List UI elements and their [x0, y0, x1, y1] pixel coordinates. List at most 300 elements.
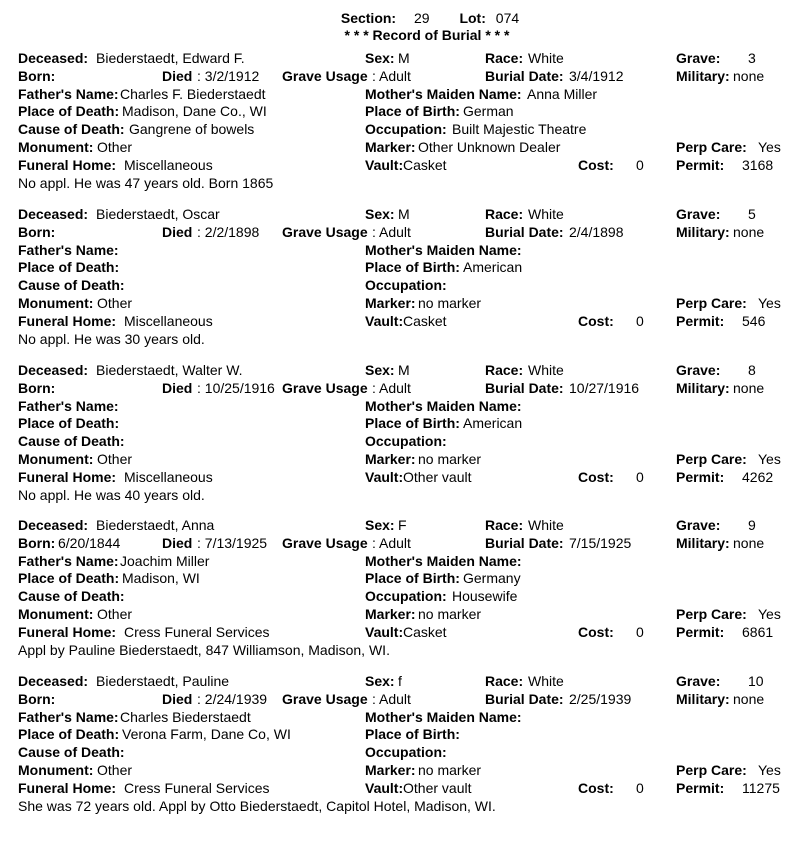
- field-value: Cress Funeral Services: [124, 779, 270, 796]
- field-military: [676, 67, 765, 84]
- field-label: Grave Usage: [282, 379, 368, 396]
- field-place-of-death: [18, 259, 119, 275]
- field-value: Built Majestic Theatre: [452, 121, 587, 138]
- field-label: Place of Birth:: [365, 259, 460, 276]
- field-value: American: [463, 415, 523, 432]
- field-place-of-death: [18, 103, 267, 120]
- record-note: No appl. He was 47 years old. Born 1865: [18, 174, 274, 191]
- field-father: [18, 85, 266, 102]
- field-value: f: [398, 673, 402, 689]
- field-value: 3/4/1912: [569, 67, 624, 84]
- field-race: [485, 673, 564, 689]
- field-value: none: [733, 534, 765, 551]
- field-label: Place of Birth:: [365, 415, 460, 432]
- field-label: Marker:: [365, 606, 416, 622]
- field-value: Joachim Miller: [120, 552, 210, 569]
- field-value: 2/4/1898: [569, 223, 624, 240]
- field-value: White: [528, 362, 564, 378]
- field-label: Father's Name:: [18, 708, 119, 725]
- field-value: Biederstaedt, Edward F.: [96, 50, 245, 66]
- field-value: M: [398, 50, 410, 66]
- field-label: Cause of Death:: [18, 588, 125, 605]
- field-value: : 7/13/1925: [197, 534, 268, 551]
- field-label: Funeral Home:: [18, 468, 117, 485]
- field-marker: [365, 295, 482, 311]
- field-monument: [18, 762, 133, 778]
- field-place-of-birth: [365, 726, 460, 742]
- field-value: Yes: [758, 139, 781, 155]
- field-label: Race:: [485, 206, 524, 222]
- field-sex: [365, 517, 407, 533]
- field-value: no marker: [418, 295, 482, 311]
- field-label: Race:: [485, 673, 524, 689]
- field-label: Grave:: [676, 206, 721, 222]
- field-mother: [365, 85, 598, 102]
- field-grave: [676, 206, 756, 222]
- field-permit: [676, 779, 780, 796]
- field-label: Military:: [676, 223, 730, 240]
- field-label: Father's Name:: [18, 85, 119, 102]
- field-label: Perp Care:: [676, 139, 747, 155]
- field-burial-date: [485, 67, 624, 84]
- field-place-of-death: [18, 570, 200, 587]
- field-label: Occupation:: [365, 588, 447, 605]
- field-died: [162, 223, 260, 240]
- section-value: 29: [413, 10, 430, 26]
- field-cost: [578, 468, 644, 485]
- field-label: Permit:: [676, 156, 725, 173]
- field-label: Born:: [18, 379, 56, 396]
- field-value: German: [463, 103, 514, 120]
- field-value: Other: [97, 606, 133, 622]
- field-place-of-birth: [365, 259, 523, 276]
- field-label: Mother's Maiden Name:: [365, 708, 522, 725]
- field-burial-date: [485, 690, 632, 707]
- field-grave-usage: [282, 379, 411, 396]
- field-value: Casket: [403, 623, 447, 640]
- section-label: Section:: [340, 10, 397, 26]
- field-value: none: [733, 223, 765, 240]
- field-marker: [365, 606, 482, 622]
- field-died: [162, 534, 268, 551]
- field-label: Marker:: [365, 451, 416, 467]
- record-header-section-lot: [0, 10, 800, 26]
- burial-record: [0, 50, 800, 220]
- field-value: F: [398, 517, 407, 533]
- lot-value: 074: [495, 10, 520, 26]
- field-value: Cress Funeral Services: [124, 623, 270, 640]
- field-label: Perp Care:: [676, 295, 747, 311]
- field-label: Father's Name:: [18, 552, 119, 569]
- field-born: [18, 380, 55, 396]
- field-value: Casket: [403, 312, 447, 329]
- field-cause-of-death: [18, 121, 255, 138]
- field-label: Sex:: [365, 673, 395, 689]
- field-label: Cost:: [578, 312, 614, 329]
- field-label: Burial Date:: [485, 223, 564, 240]
- field-occupation: [365, 433, 447, 449]
- field-label: Occupation:: [365, 433, 447, 450]
- field-label: Grave Usage: [282, 690, 368, 707]
- field-label: Perp Care:: [676, 451, 747, 467]
- field-value: Madison, WI: [122, 570, 200, 587]
- field-label: Cost:: [578, 623, 614, 640]
- field-permit: [676, 468, 774, 485]
- field-value: Miscellaneous: [124, 156, 213, 173]
- field-label: Occupation:: [365, 277, 447, 294]
- field-value: Other vault: [403, 779, 472, 796]
- field-label: Grave:: [676, 673, 721, 689]
- field-label: Permit:: [676, 779, 725, 796]
- field-label: Cost:: [578, 468, 614, 485]
- field-deceased: [18, 517, 215, 533]
- field-label: Sex:: [365, 50, 395, 66]
- field-label: Monument:: [18, 139, 94, 155]
- field-label: Monument:: [18, 295, 94, 311]
- field-perp-care: [676, 139, 781, 155]
- field-deceased: [18, 50, 245, 66]
- field-race: [485, 50, 564, 66]
- field-label: Vault:: [365, 623, 404, 640]
- field-value: none: [733, 67, 765, 84]
- field-value: Yes: [758, 606, 781, 622]
- field-monument: [18, 451, 133, 467]
- field-value: 0: [636, 623, 644, 640]
- field-funeral-home: [18, 312, 213, 329]
- field-value: none: [733, 690, 765, 707]
- field-label: Born:: [18, 534, 56, 551]
- field-sex: [365, 673, 402, 689]
- field-father: [18, 398, 119, 414]
- field-label: Funeral Home:: [18, 623, 117, 640]
- field-value: Biederstaedt, Pauline: [96, 673, 230, 689]
- field-born: [18, 534, 121, 551]
- field-label: Race:: [485, 50, 524, 66]
- field-label: Permit:: [676, 468, 725, 485]
- field-value: 8: [748, 362, 756, 378]
- burial-record: [0, 517, 800, 687]
- field-label: Place of Birth:: [365, 726, 460, 743]
- field-perp-care: [676, 451, 781, 467]
- field-label: Occupation:: [365, 121, 447, 138]
- field-label: Marker:: [365, 762, 416, 778]
- field-label: Grave:: [676, 50, 721, 66]
- field-label: Cause of Death:: [18, 121, 125, 138]
- field-value: Yes: [758, 295, 781, 311]
- field-label: Perp Care:: [676, 762, 747, 778]
- field-value: 9: [748, 517, 756, 533]
- field-label: Marker:: [365, 295, 416, 311]
- field-label: Grave Usage: [282, 534, 368, 551]
- field-died: [162, 379, 275, 396]
- field-label: Vault:: [365, 312, 404, 329]
- field-vault: [365, 468, 472, 485]
- field-label: Father's Name:: [18, 241, 119, 258]
- field-perp-care: [676, 295, 781, 311]
- field-value: no marker: [418, 451, 482, 467]
- field-value: Yes: [758, 762, 781, 778]
- field-label: Burial Date:: [485, 534, 564, 551]
- field-label: Died: [162, 379, 193, 396]
- field-occupation: [365, 277, 447, 293]
- field-value: : 10/25/1916: [197, 379, 275, 396]
- field-value: 7/15/1925: [569, 534, 632, 551]
- record-of-burial-title: * * * Record of Burial * * *: [344, 27, 510, 43]
- field-race: [485, 362, 564, 378]
- field-value: 6/20/1844: [58, 534, 121, 551]
- field-label: Race:: [485, 362, 524, 378]
- lot-label: Lot:: [459, 10, 486, 26]
- field-label: Military:: [676, 534, 730, 551]
- field-label: Monument:: [18, 451, 94, 467]
- burial-record: [0, 673, 800, 843]
- field-value: 6861: [742, 623, 774, 640]
- field-value: Other: [97, 139, 133, 155]
- field-value: American: [463, 259, 523, 276]
- field-military: [676, 223, 765, 240]
- field-value: 0: [636, 312, 644, 329]
- field-value: Other vault: [403, 468, 472, 485]
- field-label: Monument:: [18, 762, 94, 778]
- field-value: White: [528, 206, 564, 222]
- field-label: Permit:: [676, 312, 725, 329]
- field-marker: [365, 451, 482, 467]
- burial-record: [0, 206, 800, 376]
- field-sex: [365, 50, 410, 66]
- field-label: Place of Death:: [18, 570, 120, 587]
- field-label: Sex:: [365, 517, 395, 533]
- field-value: Miscellaneous: [124, 312, 213, 329]
- field-occupation: [365, 588, 518, 605]
- field-value: 0: [636, 779, 644, 796]
- field-label: Place of Death:: [18, 259, 120, 276]
- field-value: 10/27/1916: [569, 379, 640, 396]
- field-deceased: [18, 206, 220, 222]
- field-label: Died: [162, 67, 193, 84]
- field-born: [18, 68, 55, 84]
- field-label: Place of Death:: [18, 415, 120, 432]
- field-place-of-death: [18, 726, 291, 743]
- field-value: 4262: [742, 468, 774, 485]
- field-label: Place of Death:: [18, 103, 120, 120]
- field-value: : Adult: [372, 223, 411, 240]
- field-burial-date: [485, 379, 640, 396]
- field-label: Mother's Maiden Name:: [365, 241, 522, 258]
- field-value: 10: [748, 673, 764, 689]
- field-cost: [578, 623, 644, 640]
- field-sex: [365, 206, 410, 222]
- field-label: Born:: [18, 690, 56, 707]
- field-label: Deceased:: [18, 362, 89, 378]
- field-value: Other: [97, 451, 133, 467]
- field-vault: [365, 156, 447, 173]
- field-label: Sex:: [365, 206, 395, 222]
- field-sex: [365, 362, 410, 378]
- field-cause-of-death: [18, 588, 125, 604]
- field-value: Anna Miller: [527, 85, 598, 102]
- field-label: Mother's Maiden Name:: [365, 552, 522, 569]
- field-cause-of-death: [18, 433, 125, 449]
- field-label: Died: [162, 690, 193, 707]
- field-value: Other Unknown Dealer: [418, 139, 561, 155]
- field-value: : Adult: [372, 67, 411, 84]
- field-place-of-birth: [365, 570, 521, 587]
- field-born: [18, 691, 55, 707]
- field-label: Mother's Maiden Name:: [365, 85, 522, 102]
- field-label: Place of Birth:: [365, 570, 460, 587]
- field-label: Military:: [676, 379, 730, 396]
- field-value: 2/25/1939: [569, 690, 632, 707]
- field-label: Burial Date:: [485, 690, 564, 707]
- field-value: 5: [748, 206, 756, 222]
- field-label: Cause of Death:: [18, 744, 125, 761]
- field-permit: [676, 312, 766, 329]
- field-value: Charles F. Biederstaedt: [120, 85, 266, 102]
- field-label: Permit:: [676, 623, 725, 640]
- field-marker: [365, 139, 561, 155]
- field-race: [485, 517, 564, 533]
- field-label: Deceased:: [18, 50, 89, 66]
- field-father: [18, 552, 210, 569]
- field-grave-usage: [282, 67, 411, 84]
- field-monument: [18, 606, 133, 622]
- field-military: [676, 690, 765, 707]
- field-value: 0: [636, 156, 644, 173]
- field-value: 0: [636, 468, 644, 485]
- field-mother: [365, 553, 522, 569]
- field-value: Madison, Dane Co., WI: [122, 103, 267, 120]
- field-monument: [18, 139, 133, 155]
- field-grave: [676, 517, 756, 533]
- field-value: Biederstaedt, Walter W.: [96, 362, 243, 378]
- field-label: Deceased:: [18, 673, 89, 689]
- field-cost: [578, 156, 644, 173]
- field-place-of-death: [18, 415, 119, 431]
- field-label: Perp Care:: [676, 606, 747, 622]
- field-vault: [365, 312, 447, 329]
- field-value: Biederstaedt, Oscar: [96, 206, 220, 222]
- field-value: : Adult: [372, 690, 411, 707]
- field-label: Funeral Home:: [18, 779, 117, 796]
- field-cause-of-death: [18, 277, 125, 293]
- field-vault: [365, 779, 472, 796]
- field-value: Miscellaneous: [124, 468, 213, 485]
- field-grave: [676, 50, 756, 66]
- field-label: Father's Name:: [18, 397, 119, 414]
- field-label: Burial Date:: [485, 67, 564, 84]
- field-value: 546: [742, 312, 766, 329]
- field-value: White: [528, 517, 564, 533]
- field-funeral-home: [18, 623, 270, 640]
- field-value: Other: [97, 762, 133, 778]
- field-funeral-home: [18, 779, 270, 796]
- field-label: Cost:: [578, 156, 614, 173]
- field-value: no marker: [418, 762, 482, 778]
- field-value: 3168: [742, 156, 774, 173]
- field-value: White: [528, 50, 564, 66]
- record-note: No appl. He was 30 years old.: [18, 330, 205, 347]
- field-value: Verona Farm, Dane Co, WI: [122, 726, 291, 743]
- field-perp-care: [676, 762, 781, 778]
- field-label: Deceased:: [18, 206, 89, 222]
- field-value: Other: [97, 295, 133, 311]
- field-label: Vault:: [365, 156, 404, 173]
- field-value: Yes: [758, 451, 781, 467]
- field-value: Biederstaedt, Anna: [96, 517, 215, 533]
- field-label: Occupation:: [365, 744, 447, 761]
- field-mother: [365, 398, 522, 414]
- field-label: Place of Death:: [18, 726, 120, 743]
- field-label: Grave Usage: [282, 67, 368, 84]
- field-label: Mother's Maiden Name:: [365, 397, 522, 414]
- field-value: : 2/24/1939: [197, 690, 268, 707]
- field-value: White: [528, 673, 564, 689]
- field-value: M: [398, 206, 410, 222]
- field-label: Vault:: [365, 468, 404, 485]
- field-label: Military:: [676, 690, 730, 707]
- field-label: Grave Usage: [282, 223, 368, 240]
- field-born: [18, 224, 55, 240]
- field-permit: [676, 623, 774, 640]
- field-grave: [676, 673, 764, 689]
- field-value: none: [733, 379, 765, 396]
- field-marker: [365, 762, 482, 778]
- field-value: M: [398, 362, 410, 378]
- field-label: Born:: [18, 223, 56, 240]
- field-value: : Adult: [372, 534, 411, 551]
- field-value: 11275: [742, 779, 780, 796]
- field-label: Cost:: [578, 779, 614, 796]
- field-value: Housewife: [452, 588, 518, 605]
- field-label: Grave:: [676, 362, 721, 378]
- field-race: [485, 206, 564, 222]
- field-label: Vault:: [365, 779, 404, 796]
- field-value: no marker: [418, 606, 482, 622]
- field-father: [18, 242, 119, 258]
- field-label: Monument:: [18, 606, 94, 622]
- field-label: Born:: [18, 67, 56, 84]
- field-place-of-birth: [365, 415, 523, 432]
- record-note: Appl by Pauline Biederstaedt, 847 Williamson, Madison, WI.: [18, 641, 390, 658]
- field-label: Marker:: [365, 139, 416, 155]
- field-grave-usage: [282, 223, 411, 240]
- field-cost: [578, 312, 644, 329]
- field-place-of-birth: [365, 103, 514, 120]
- field-mother: [365, 242, 522, 258]
- field-value: 3: [748, 50, 756, 66]
- field-value: : 2/2/1898: [197, 223, 260, 240]
- field-cost: [578, 779, 644, 796]
- field-perp-care: [676, 606, 781, 622]
- field-funeral-home: [18, 156, 213, 173]
- field-label: Died: [162, 223, 193, 240]
- field-grave: [676, 362, 756, 378]
- field-value: Germany: [463, 570, 521, 587]
- field-label: Race:: [485, 517, 524, 533]
- field-burial-date: [485, 223, 624, 240]
- field-label: Sex:: [365, 362, 395, 378]
- field-value: : 3/2/1912: [197, 67, 260, 84]
- field-value: Charles Biederstaedt: [120, 708, 251, 725]
- field-label: Funeral Home:: [18, 312, 117, 329]
- field-grave-usage: [282, 534, 411, 551]
- field-label: Burial Date:: [485, 379, 564, 396]
- record-note: No appl. He was 40 years old.: [18, 486, 205, 503]
- field-label: Place of Birth:: [365, 103, 460, 120]
- field-label: Cause of Death:: [18, 433, 125, 450]
- field-father: [18, 708, 251, 725]
- field-occupation: [365, 744, 447, 760]
